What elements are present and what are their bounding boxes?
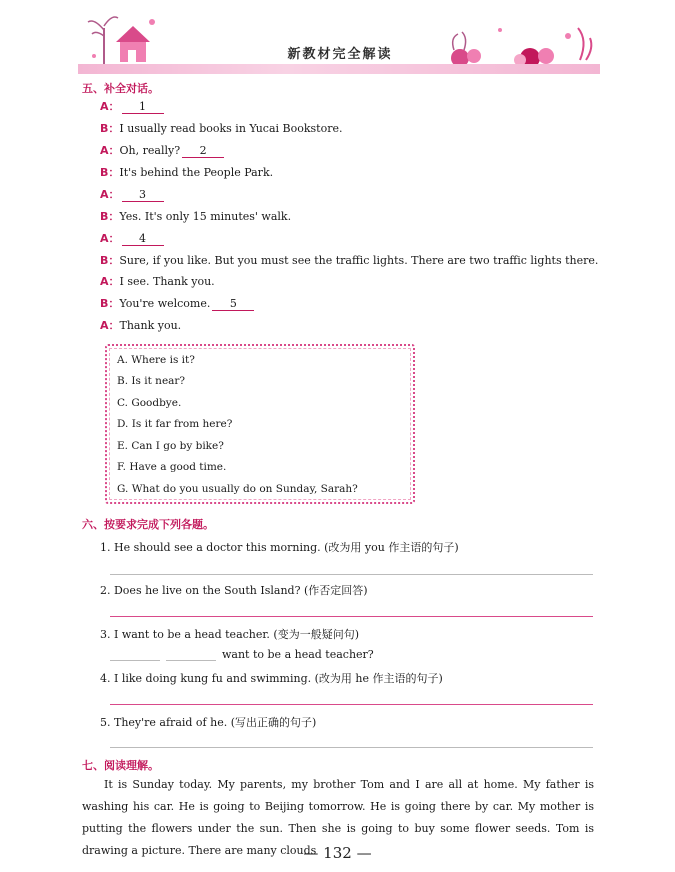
answer-line-2[interactable]: [110, 616, 593, 617]
dialogue-line: [100, 142, 226, 158]
fill-in-blank[interactable]: 3: [122, 188, 164, 202]
fill-in-blank[interactable]: 5: [212, 297, 254, 311]
question-3-tail: want to be a head teacher?: [222, 648, 374, 661]
answer-blank-3a[interactable]: [110, 660, 160, 661]
speaker-label: B：: [100, 297, 120, 310]
question-4: 4. I like doing kung fu and swimming. (改为用 he 作主语的句子): [100, 672, 443, 685]
option-a: A. Where is it?: [117, 354, 195, 366]
dialogue-line: [100, 164, 273, 180]
dialogue-line: [100, 295, 256, 311]
page-number: — 132 —: [303, 844, 372, 862]
dialogue-text: You're welcome.: [119, 297, 211, 310]
section-7-heading: 七、阅读理解。: [82, 759, 159, 772]
fill-in-blank[interactable]: 1: [122, 100, 164, 114]
section-6-heading: 六、按要求完成下列各题。: [82, 518, 214, 531]
speaker-label: B：: [100, 122, 120, 135]
dialogue-line: [100, 98, 166, 114]
dialogue-line: [100, 230, 166, 246]
speaker-label: A：: [100, 232, 120, 245]
dialogue-line: [100, 273, 215, 289]
option-g: G. What do you usually do on Sunday, Sarah?: [117, 483, 358, 495]
dialogue-text: Oh, really?: [119, 144, 181, 157]
dialogue-line: [100, 120, 342, 136]
speaker-label: B：: [100, 166, 120, 179]
dialogue-text: Yes. It's only 15 minutes' walk.: [119, 210, 292, 223]
answer-line-5[interactable]: [110, 747, 593, 748]
dialogue-text: I usually read books in Yucai Bookstore.: [119, 122, 343, 135]
question-2: 2. Does he live on the South Island? (作否定回答): [100, 584, 368, 597]
fill-in-blank[interactable]: 2: [182, 144, 224, 158]
dialogue-text: Thank you.: [119, 319, 182, 332]
option-d: D. Is it far from here?: [117, 418, 233, 430]
answer-blank-3b[interactable]: [166, 660, 216, 661]
reading-passage: It is Sunday today. My parents, my brother Tom and I are all at home. My father is washing his car. He is going to Beijing tomorrow. He is going there by car. My mother is putting the flowers under the sun. Then she is going to buy some flower seeds. Tom is drawing a picture. There are many clouds: [82, 778, 594, 857]
speaker-label: A：: [100, 319, 120, 332]
dialogue-line: [100, 186, 166, 202]
speaker-label: B：: [100, 254, 120, 267]
speaker-label: B：: [100, 210, 120, 223]
dialogue-text: It's behind the People Park.: [119, 166, 274, 179]
option-c: C. Goodbye.: [117, 397, 182, 409]
speaker-label: A：: [100, 188, 120, 201]
house-tree-illustration: [84, 8, 164, 68]
answer-line-1[interactable]: [110, 574, 593, 575]
option-f: F. Have a good time.: [117, 461, 227, 473]
flower-illustration: [440, 20, 600, 66]
question-5: 5. They're afraid of he. (写出正确的句子): [100, 716, 317, 729]
section-5-heading: 五、补全对话。: [82, 82, 159, 95]
dialogue-line: [100, 317, 181, 333]
dialogue-text: Sure, if you like. But you must see the traffic lights. There are two traffic lights there.: [119, 254, 599, 267]
answer-line-4[interactable]: [110, 704, 593, 705]
dialogue-line: [100, 208, 291, 224]
question-3: 3. I want to be a head teacher. (变为一般疑问句): [100, 628, 360, 641]
dialogue-text: I see. Thank you.: [119, 275, 215, 288]
page-header: [0, 0, 675, 80]
header-title: 新教材完全解读: [287, 47, 393, 62]
speaker-label: A：: [100, 275, 120, 288]
speaker-label: A：: [100, 100, 120, 113]
option-e: E. Can I go by bike?: [117, 440, 224, 452]
options-box: [105, 344, 415, 504]
question-1: 1. He should see a doctor this morning. (改为用 you 作主语的句子): [100, 541, 459, 554]
option-b: B. Is it near?: [117, 375, 186, 387]
speaker-label: A：: [100, 144, 120, 157]
dialogue-line: [100, 252, 598, 268]
header-band: [78, 64, 600, 74]
fill-in-blank[interactable]: 4: [122, 232, 164, 246]
